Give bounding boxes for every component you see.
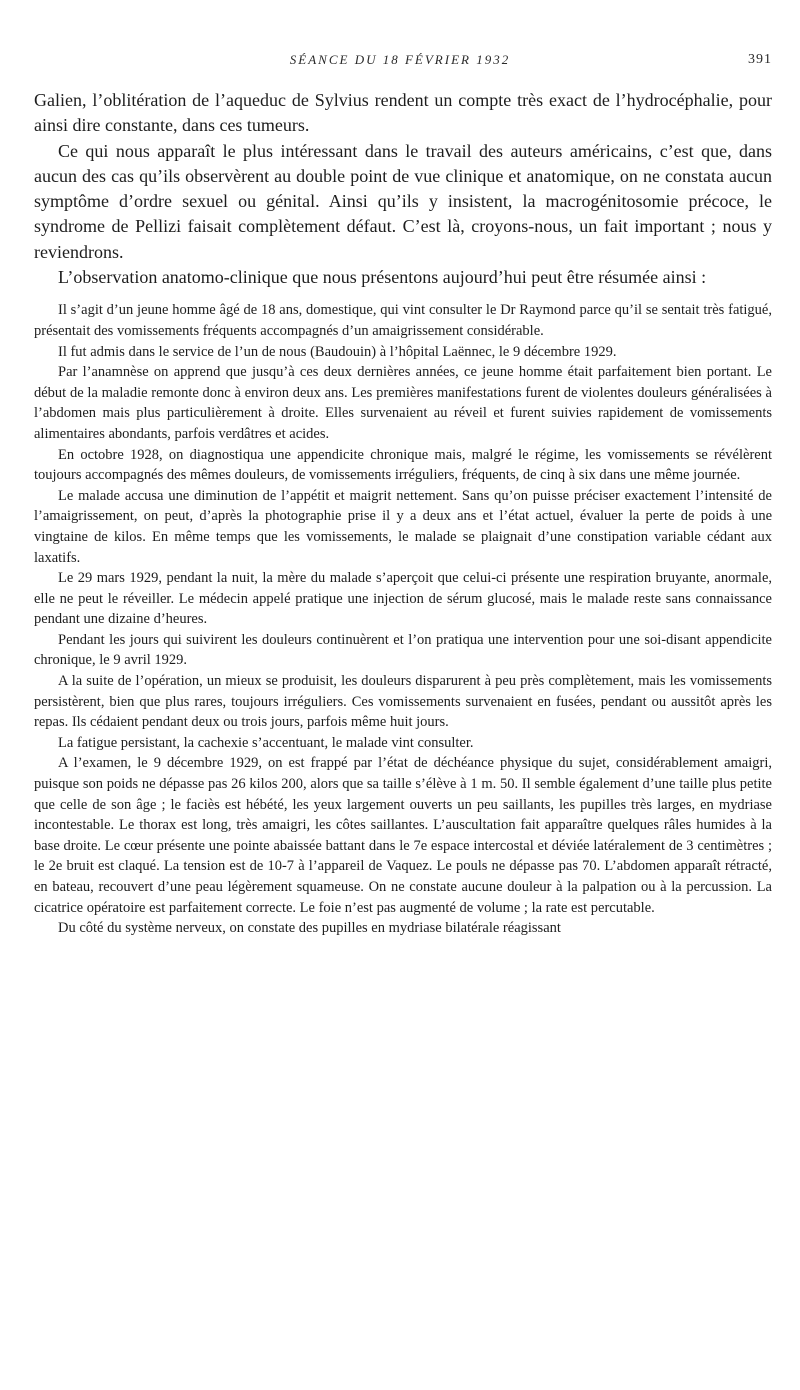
observation-paragraph: Pendant les jours qui suivirent les douleurs continuèrent et l’on pratiqua une intervention pour une soi-disant appendicite chronique, le 9 avril 1929. — [34, 631, 772, 669]
observation-paragraph: Il fut admis dans le service de l’un de nous (Baudouin) à l’hôpital Laënnec, le 9 décembre 1929. — [58, 343, 617, 360]
intro-paragraph: Ce qui nous apparaît le plus intéressant dans le travail des auteurs américains, c’est que, dans aucun des cas qu’ils observèrent au double point de vue clinique et anatomique, on ne constata aucun symptôme d’ordre sexuel ou génital. Ainsi qu’ils y insistent, la macrogénitosomie précoce, le syndrome de Pellizi faisait complètement défaut. C’est là, croyons-nous, un fait important ; nous y reviendrons. — [34, 140, 772, 262]
observation-paragraph: Le malade accusa une diminution de l’appétit et maigrit nettement. Sans qu’on puisse préciser exactement l’intensité de l’amaigrissement, on peut, d’après la photographie prise il y a deux ans et l’état actuel, évaluer la perte de poids à une vingtaine de kilos. En même temps que les vomissements, le malade se plaignait d’une constipation variable cédant aux laxatifs. — [34, 487, 772, 566]
observation-paragraph: A la suite de l’opération, un mieux se produisit, les douleurs disparurent à peu près complètement, mais les vomissements persistèrent, bien que plus rares, toujours irréguliers. Ces vomissements survenaient en fusées, pendant ou aussitôt après les repas. Ils cédaient pendant deux ou trois jours, parfois même huit jours. — [34, 673, 772, 731]
observation-paragraph: La fatigue persistant, la cachexie s’accentuant, le malade vint consulter. — [58, 734, 474, 751]
intro-paragraph: L’observation anatomo-clinique que nous présentons aujourd’hui peut être résumée ainsi : — [58, 267, 707, 288]
observation-paragraph: Du côté du système nerveux, on constate des pupilles en mydriase bilatérale réagissant — [58, 920, 561, 937]
observation-paragraph: Par l’anamnèse on apprend que jusqu’à ces deux dernières années, ce jeune homme était parfaitement bien portant. Le début de la maladie remonte donc à environ deux ans. Les premières manifestations furent de violentes douleurs généralisées à l’abdomen mais plus particulièrement à droite. Elles survenaient au réveil et furent suivies rapidement de vomissements alimentaires abondants, parfois verdâtres et acides. — [34, 364, 772, 442]
running-head — [0, 52, 800, 72]
intro-paragraph: Galien, l’oblitération de l’aqueduc de Sylvius rendent un compte très exact de l’hydrocéphalie, pour ainsi dire constante, dans ces tumeurs. — [34, 90, 772, 136]
observation-block — [34, 300, 772, 938]
observation-paragraph: A l’examen, le 9 décembre 1929, on est frappé par l’état de déchéance physique du sujet, considérablement amaigri, puisque son poids ne dépasse pas 26 kilos 200, alors que sa taille s’élève à 1 m. 50. Il semble également d’une taille plus petite que celle de son âge ; le faciès est hébété, les yeux largement ouverts un peu saillants, les pupilles très larges, en mydriase incontestable. Le thorax est long, très amaigri, les côtes saillantes. L’auscultation fait apparaître quelques râles humides à la base droite. Le cœur présente une pointe abaissée battant dans le 7e espace intercostal et déviée latéralement de 3 centimètres ; le 2e bruit est claqué. La tension est de 10-7 à l’appareil de Vaquez. Le pouls ne dépasse pas 70. L’abdomen apparaît rétracté, en bateau, recouvert d’une peau légèrement squameuse. On ne constate aucune douleur à la palpation ou à la percussion. La cicatrice opératoire est parfaitement correcte. Le foie n’est pas augmenté de volume ; la rate est percutable. — [34, 755, 772, 916]
body-text — [34, 88, 772, 939]
observation-paragraph: En octobre 1928, on diagnostiqua une appendicite chronique mais, malgré le régime, les vomissements se révélèrent toujours accompagnés des mêmes douleurs, de vomissements irréguliers, fréquents, de cinq à six dans une même journée. — [34, 446, 772, 484]
page-number: 391 — [748, 52, 772, 67]
running-title: SÉANCE DU 18 FÉVRIER 1932 — [289, 52, 511, 67]
observation-paragraph: Il s’agit d’un jeune homme âgé de 18 ans, domestique, qui vint consulter le Dr Raymond parce qu’il se sentait très fatigué, présentait des vomissements fréquents accompagnés d’un amaigrissement considérable. — [34, 302, 772, 339]
observation-paragraph: Le 29 mars 1929, pendant la nuit, la mère du malade s’aperçoit que celui-ci présente une respiration bruyante, anormale, elle ne peut le réveiller. Le médecin appelé pratique une injection de sérum glucosé, mais le malade reste sans connaissance pendant une dizaine d’heures. — [34, 570, 772, 628]
